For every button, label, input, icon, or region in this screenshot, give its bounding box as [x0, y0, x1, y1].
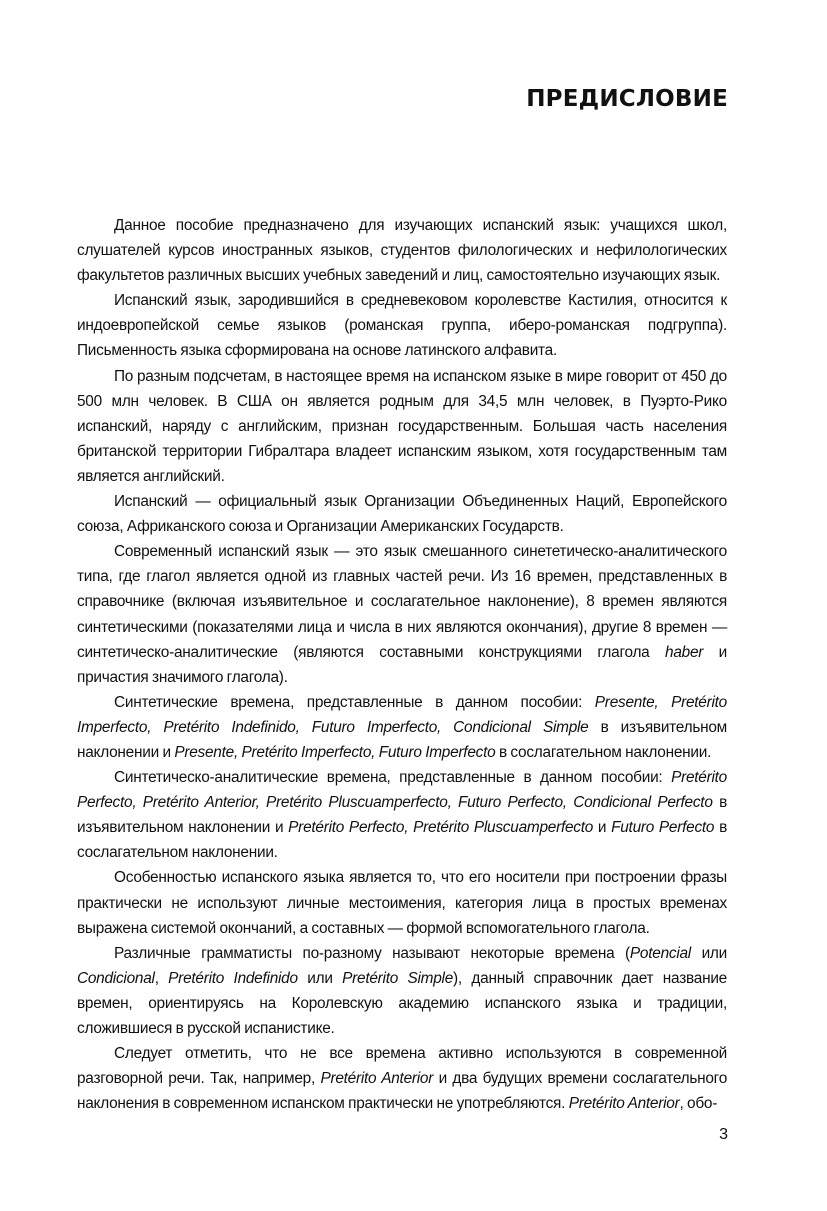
italic-term: Pretérito Anterior [568, 1095, 680, 1113]
text-run: По разным подсчетам, в настоящее время на испанском языке в мире говорит от 450 до 500 млн человек. В США он является родным для 34,5 млн человек, в Пуэрто-Рико испанский, наряду с английским, признан государственным. Большая часть населения британской территории Гибралтара владеет испанским языком, хотя государственным там является английский. [77, 367, 727, 485]
italic-term: Presente, Pretérito Imperfecto, Futuro Imperfecto [174, 743, 496, 761]
italic-term: Pretérito Perfecto, Pretérito Anterior, Pretérito Pluscuamperfecto, Futuro Perfecto, Condicional Perfecto [77, 769, 727, 812]
text-run: Испанский — официальный язык Организации Объединенных Наций, Европейского союза, Африканского союза и Организации Американских Государств. [77, 493, 727, 536]
text-run: Испанский язык, зародившийся в средневековом королевстве Кастилия, относится к индоевропейской семье языков (романская группа, иберо-романская подгруппа). Письменность языка сформирована на основе латинского алфавита. [77, 292, 727, 360]
text-run: и два будущих времени сослагательного наклонения в современном испанском практически не употребляются. [77, 1070, 728, 1113]
paragraph [77, 1041, 727, 1116]
italic-term: Potencial [629, 944, 691, 962]
text-run: , обо- [679, 1095, 718, 1113]
paragraph [77, 288, 727, 363]
paragraph [77, 941, 727, 1041]
italic-term: Condicional [77, 969, 155, 987]
text-run: в сослагательном наклонении. [495, 743, 712, 761]
text-run: Синтетическо-аналитические времена, представленные в данном пособии: [114, 769, 672, 787]
paragraph [77, 690, 727, 765]
italic-term: Futuro Perfecto [611, 819, 715, 837]
body-text [77, 213, 727, 1116]
paragraph [77, 489, 727, 539]
page-number: 3 [719, 1126, 728, 1143]
page-heading: ПРЕДИСЛОВИЕ [526, 86, 728, 113]
italic-term: Presente, Pretérito Imperfecto, Pretérito Indefinido, Futuro Imperfecto, Condicional Simple [77, 693, 727, 736]
italic-term: haber [665, 643, 704, 661]
italic-term: Pretérito Perfecto, Pretérito Pluscuamperfecto [288, 819, 594, 837]
text-run: или [297, 969, 343, 987]
text-run: или [690, 944, 728, 962]
text-run: Следует отметить, что не все времена активно используются в современной разговорной речи. Так, например, [77, 1045, 727, 1088]
paragraph [77, 364, 727, 489]
text-run: в изъявительном наклонении и [77, 794, 727, 837]
text-run: Различные грамматисты по-разному называют некоторые времена ( [114, 944, 630, 962]
text-run: и причастия значимого глагола). [77, 643, 727, 686]
italic-term: Pretérito Simple [342, 969, 454, 987]
italic-term: Pretérito Indefinido [168, 969, 298, 987]
paragraph [77, 865, 727, 940]
text-run: Синтетические времена, представленные в данном пособии: [114, 693, 595, 711]
text-run: Данное пособие предназначено для изучающих испанский язык: учащихся школ, слушателей курсов иностранных языков, студентов филологических и нефилологических факультетов различных высших учебных заведений и лиц, самостоятельно изучающих язык. [77, 217, 727, 285]
text-run: и [593, 819, 612, 837]
italic-term: Pretérito Anterior [320, 1070, 434, 1088]
paragraph [77, 213, 727, 288]
paragraph [77, 539, 727, 690]
text-run: Современный испанский язык — это язык смешанного синететическо-аналитического типа, где глагол является одной из главных частей речи. Из 16 времен, представленных в справочнике (включая изъявительное и сослагательное наклонение), 8 времен являются синтетическими (показателями лица и числа в них являются окончания), другие 8 времен — синтетическо-аналитические (являются составными конструкциями глагола [77, 543, 727, 661]
text-run: , [154, 969, 169, 987]
paragraph [77, 765, 727, 865]
text-run: Особенностью испанского языка является то, что его носители при построении фразы практически не используют личные местоимения, категория лица в простых временах выражена системой окончаний, а составных — формой вспомогательного глагола. [77, 869, 727, 937]
text-run: в сослагательном наклонении. [77, 819, 728, 862]
text-run: в изъявительном наклонении и [77, 718, 727, 761]
text-run: ), данный справочник дает название времен, ориентируясь на Королевскую академию испанского языка и традиции, сложившиеся в русской испанистике. [77, 969, 727, 1037]
